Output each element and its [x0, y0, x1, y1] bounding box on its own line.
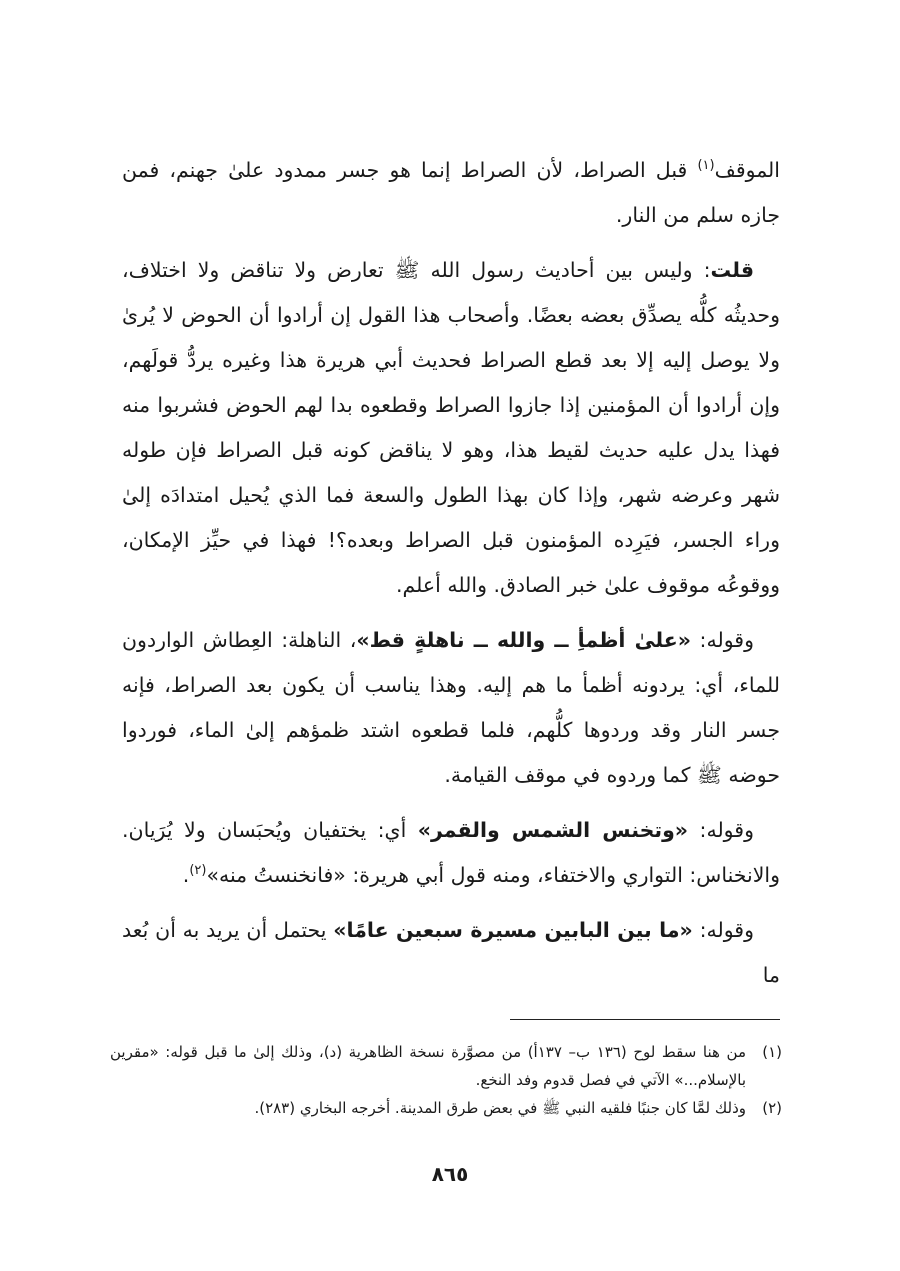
- footnote-1-text: من هنا سقط لوح (١٣٦ ب– ١٣٧أ) من مصوَّرة نسخة الظاهرية (د)، وذلك إلىٰ ما قبل قوله: «مقرين بالإسلام...» الآتي في فصل قدوم وفد النخع.: [110, 1043, 746, 1089]
- footnotes: [110, 1038, 782, 1122]
- paragraph-1-text-a: الموقف: [714, 158, 780, 182]
- paragraph-4: [122, 808, 780, 898]
- footnote-separator: [510, 1019, 780, 1020]
- footnote-1-number: (١): [762, 1043, 782, 1061]
- footnote-2-text: وذلك لمَّا كان جنبًا فلقيه النبي ﷺ في بعض طرق المدينة. أخرجه البخاري (٢٨٣).: [254, 1099, 746, 1117]
- paragraph-2-lead: قلت: [710, 258, 754, 282]
- page-number: ٨٦٥: [431, 1162, 469, 1186]
- paragraph-5-quote: «ما بين البابين مسيرة سبعين عامًا»: [333, 918, 693, 942]
- paragraph-2: [122, 248, 780, 608]
- paragraph-5-text-b: يحتمل أن يريد به أن بُعد ما: [122, 918, 780, 987]
- paragraph-1-text-b: قبل الصراط، لأن الصراط إنما هو جسر ممدود علىٰ جهنم، فمن جازه سلم من النار.: [122, 158, 780, 227]
- paragraph-3-text-a: وقوله:: [690, 628, 754, 652]
- footnote-2: [110, 1094, 782, 1122]
- paragraph-2-text: : وليس بين أحاديث رسول الله ﷺ تعارض ولا تناقض ولا اختلاف، وحديثُه كلُّه يصدِّق بعضه بعضًا. وأصحاب هذا القول إن أرادوا أن الحوض لا يُرىٰ ولا يوصل إليه إلا بعد قطع الصراط فحديث أبي هريرة هذا وغيره يردُّ قولَهم، وإن أرادوا أن المؤمنين إذا جازوا الصراط وقطعوه بدا لهم الحوض فشربوا منه فهذا يدل عليه حديث لقيط هذا، وهو لا يناقض كونه قبل الصراط فإن طوله شهر وعرضه شهر، وإذا كان بهذا الطول والسعة فما الذي يُحيل امتدادَه إلىٰ وراء الجسر، فيَرِده المؤمنون قبل الصراط وبعده؟! فهذا في حيِّز الإمكان، ووقوعُه موقوف علىٰ خبر الصادق. والله أعلم.: [122, 258, 780, 597]
- paragraph-1: [122, 148, 780, 238]
- footnote-ref-2[interactable]: (٢): [189, 863, 207, 879]
- main-text: [122, 148, 780, 1008]
- paragraph-4-text-a: وقوله:: [688, 818, 754, 842]
- paragraph-3-quote: «علىٰ أظمأِ ــ والله ــ ناهلةٍ قط»: [356, 628, 691, 652]
- footnote-ref-1[interactable]: (١): [697, 158, 715, 174]
- paragraph-3: [122, 618, 780, 798]
- footnote-1: [110, 1038, 782, 1094]
- paragraph-5-text-a: وقوله:: [692, 918, 755, 942]
- paragraph-5: [122, 908, 780, 998]
- paragraph-3-text-b: ، الناهلة: العِطاش الواردون للماء، أي: يردونه أظمأ ما هم إليه. وهذا يناسب أن يكون بعد الصراط، فإنه جسر النار وقد وردوها كلُّهم، فلما قطعوه اشتد ظمؤهم إلىٰ الماء، فوردوا حوضه ﷺ كما وردوه في موقف القيامة.: [122, 628, 780, 787]
- paragraph-4-quote: «وتخنس الشمس والقمر»: [417, 818, 689, 842]
- paragraph-4-text-b: أي: يختفيان ويُحبَسان ولا يُرَيان. والانخناس: التواري والاختفاء، ومنه قول أبي هريرة: «فانخنستُ منه»: [122, 818, 780, 887]
- footnote-2-number: (٢): [762, 1099, 782, 1117]
- paragraph-4-text-c: .: [182, 863, 190, 887]
